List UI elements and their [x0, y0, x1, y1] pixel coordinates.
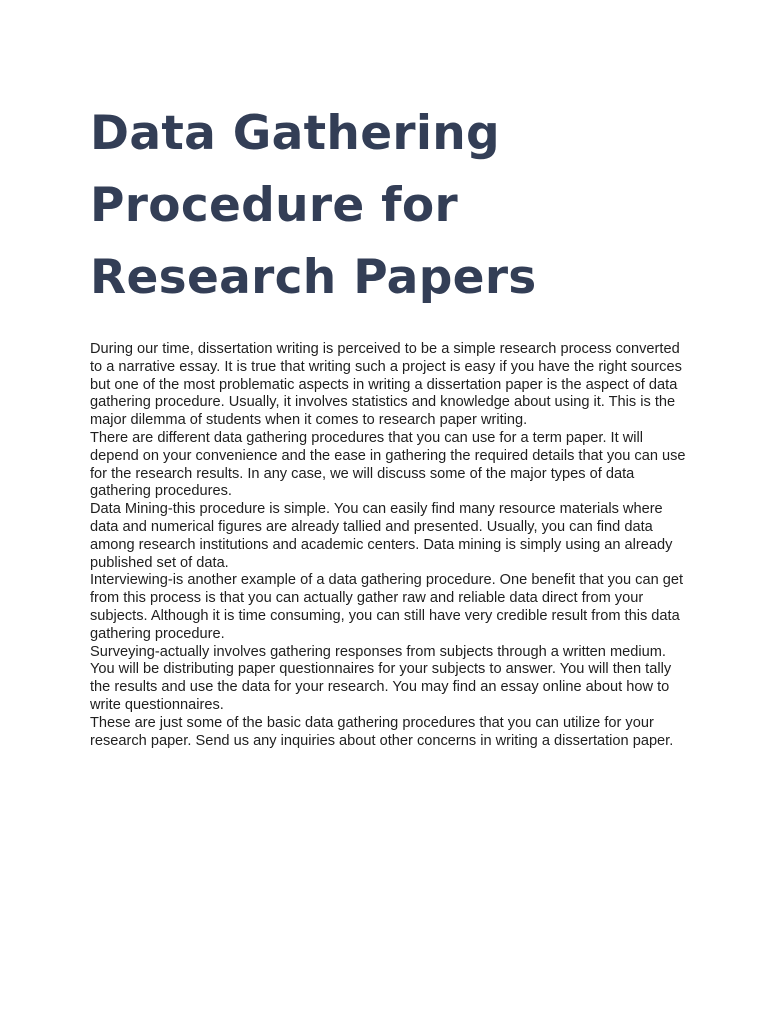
paragraph-conclusion: These are just some of the basic data gathering procedures that you can utilize for your research paper. Send us any inquiries about other concerns in writing a dissertation paper.: [90, 714, 674, 749]
document-body: [90, 341, 690, 750]
title-line-2: Procedure for: [90, 178, 458, 233]
title-line-1: Data Gathering: [90, 106, 500, 161]
paragraph-procedures-overview: There are different data gathering procedures that you can use for a term paper. It will depend on your convenience and the ease in gathering the required details that you can use for the research results. In any case, we will discuss some of the major types of data gathering procedures.: [90, 429, 686, 500]
paragraph-interviewing: Interviewing-is another example of a data gathering procedure. One benefit that you can get from this process is that you can actually gather raw and reliable data direct from your subjects. Although it is time consuming, you can still have very credible result from this data gathering procedure.: [90, 572, 684, 642]
paragraph-surveying: Surveying-actually involves gathering responses from subjects through a written medium. You will be distributing paper questionnaires for your subjects to answer. You will then tally the results and use the data for your research. You may find an essay online about how to write questionnaires.: [90, 643, 672, 713]
paragraph-intro: During our time, dissertation writing is perceived to be a simple research process converted to a narrative essay. It is true that writing such a project is easy if you have the right sources but one of the most problematic aspects in writing a dissertation paper is the aspect of data gathering procedure. Usually, it involves statistics and knowledge about using it. This is the major dilemma of students when it comes to research paper writing.: [90, 341, 682, 429]
paragraph-data-mining: Data Mining-this procedure is simple. You can easily find many resource materials where data and numerical figures are already tallied and presented. Usually, you can find data among research institutions and academic centers. Data mining is simply using an already published set of data.: [90, 501, 673, 571]
title-line-3: Research Papers: [90, 250, 537, 305]
document-title: [90, 98, 690, 314]
